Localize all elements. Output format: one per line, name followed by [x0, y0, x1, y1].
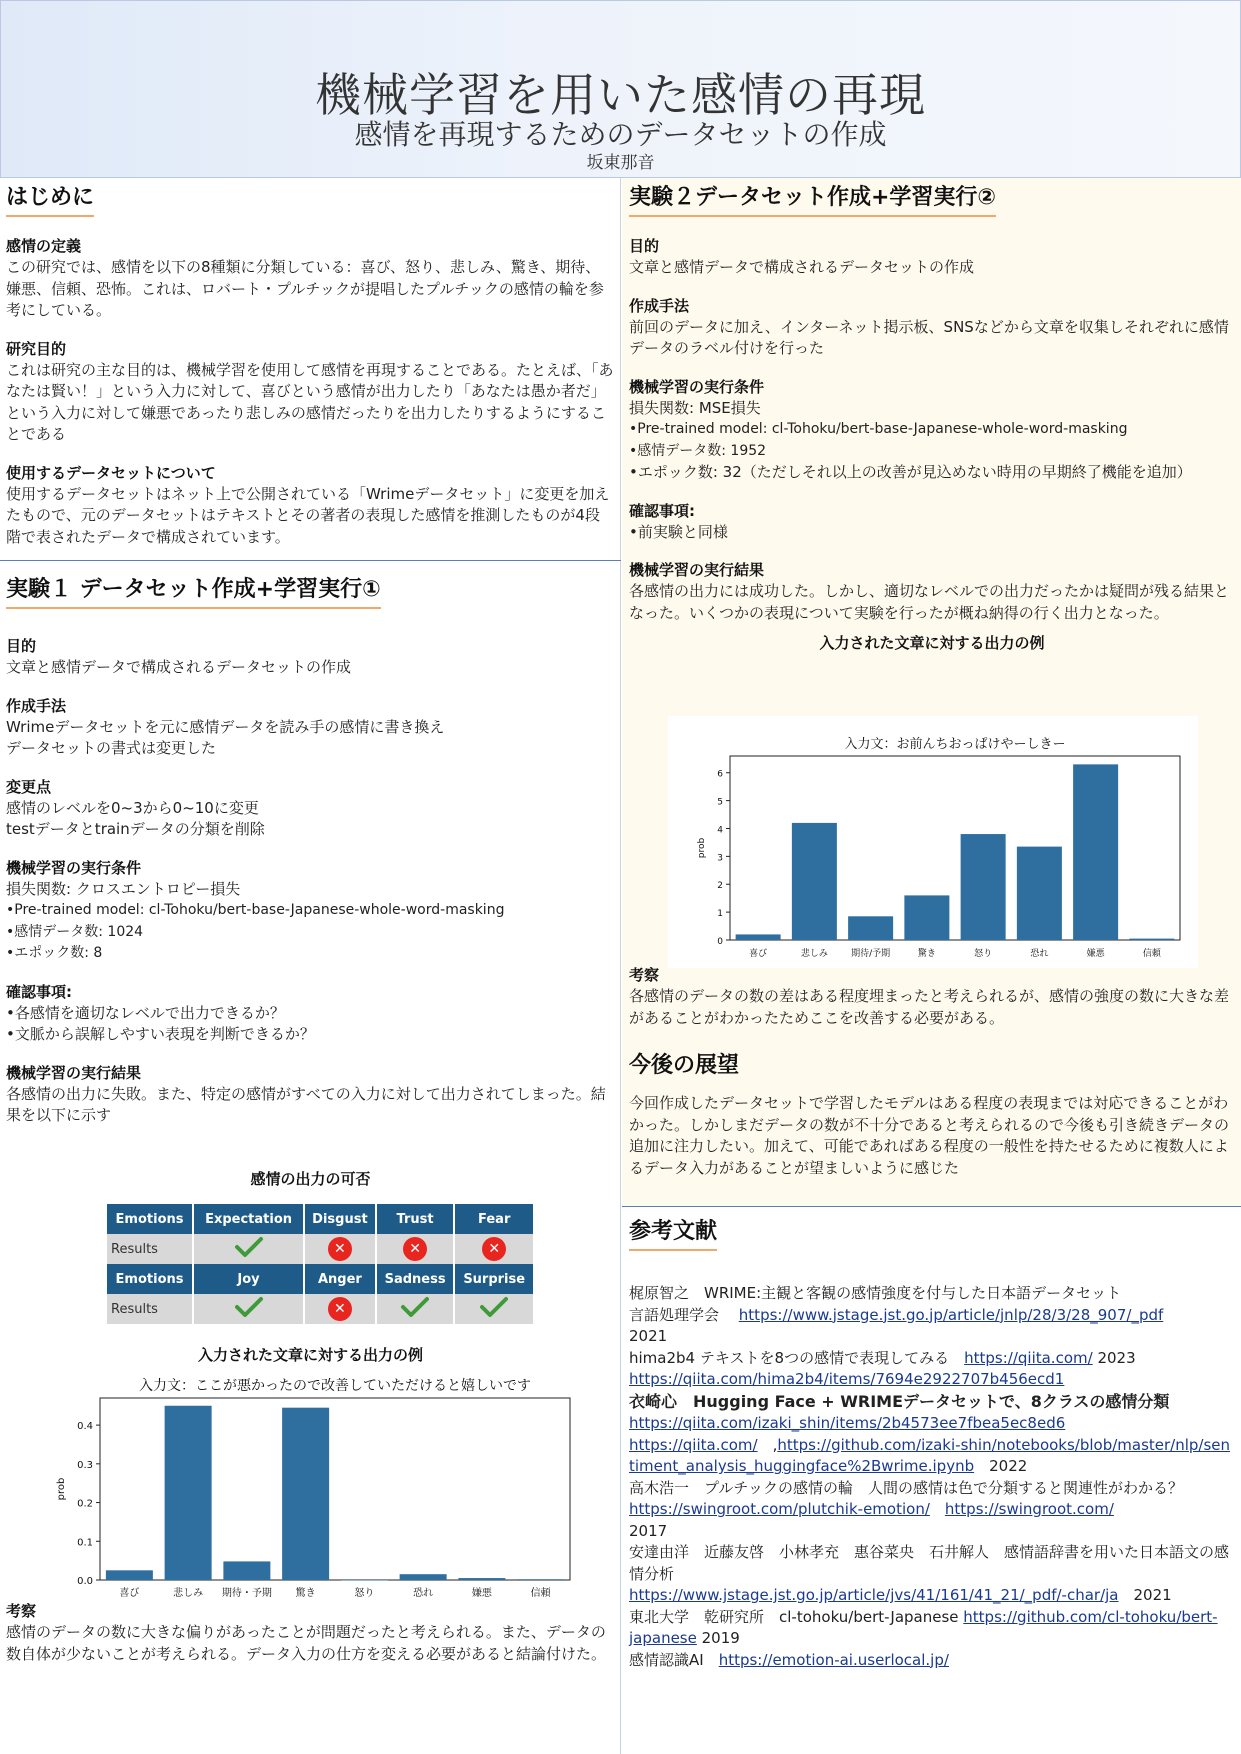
- result-cell: [376, 1294, 455, 1324]
- exp1-method-text: Wrimeデータセットを元に感情データを読み手の感情に書き換え: [6, 717, 445, 736]
- exp1-result-text: 各感情の出力に失敗。また、特定の感情がすべての入力に対して出力されてしまった。結果を以下に示す: [6, 1084, 606, 1124]
- exp1-goal-text: 文章と感情データで構成されるデータセットの作成: [6, 658, 352, 676]
- table-cell: Fear: [454, 1204, 534, 1234]
- ref-link[interactable]: https://github.com/izaki-shin/notebooks/blob/master/nlp/sentiment_analysis_huggingface%2Bwrime.ipynb: [629, 1435, 1231, 1475]
- ref-link[interactable]: https://www.jstage.jst.go.jp/article/jnlp/28/3/28_907/_pdf: [738, 1305, 1164, 1324]
- exp2-result-text: 各感情の出力には成功した。しかし、適切なレベルでの出力だったかは疑問が残る結果となった。いくつかの表現について実験を行ったが概ね納得の行く出力となった。: [629, 582, 1230, 622]
- exp1-cond-text: •エポック数: 8: [6, 945, 103, 961]
- cross-icon: ✕: [403, 1237, 427, 1261]
- ref-link[interactable]: https://swingroot.com/plutchik-emotion/: [629, 1500, 930, 1518]
- ref-link[interactable]: https://swingroot.com/: [944, 1500, 1114, 1518]
- y-tick-label: 0: [717, 937, 723, 947]
- table-header-row: [107, 1204, 534, 1234]
- chart-title: 入力文：ここが悪かったので改善していただけると嬉しいです: [139, 1378, 531, 1394]
- exp1-check-text: •各感情を適切なレベルで出力できるか？: [6, 1003, 285, 1022]
- checkmark-icon: [234, 1296, 264, 1318]
- exp1-disc-heading: 考察: [6, 1602, 37, 1620]
- bar: [341, 1580, 388, 1581]
- table-cell: Emotions: [107, 1264, 193, 1294]
- ref-text: 言語処理学会: [629, 1305, 735, 1324]
- exp1-goal-heading: 目的: [6, 637, 37, 655]
- ref-text: 高木浩一 プルチックの感情の輪 人間の感情は色で分類すると関連性がわかる？: [629, 1478, 1198, 1497]
- y-tick-label: 0.1: [77, 1537, 93, 1549]
- bar: [106, 1570, 153, 1580]
- exp1-discussion: [6, 1600, 616, 1665]
- exp2-goal-heading: 目的: [629, 237, 660, 255]
- x-tick-label: 期待・予期: [221, 1588, 272, 1599]
- chart2-caption: 入力された文章に対する出力の例: [819, 634, 1045, 652]
- table-cell: Sadness: [376, 1264, 455, 1294]
- reference-item: [629, 1542, 1235, 1607]
- exp2-cond-text: •感情データ数: 1952: [629, 442, 767, 459]
- y-tick-label: 5: [717, 797, 723, 808]
- intro-section: [6, 180, 614, 548]
- future-title: 今後の展望: [629, 1053, 740, 1078]
- y-tick-label: 0.4: [77, 1421, 93, 1433]
- exp1-cond-heading: 機械学習の実行条件: [6, 858, 142, 877]
- poster-title: 機械学習を用いた感情の再現: [315, 68, 926, 122]
- ref-text: 衣崎心 Hugging Face + WRIMEデータセットで、8クラスの感情分類: [629, 1391, 1170, 1411]
- exp1-section: [6, 572, 614, 1127]
- ref-text: ,: [757, 1435, 778, 1454]
- ref-text: 2021: [1118, 1586, 1172, 1604]
- exp1-method-heading: 作成手法: [6, 696, 67, 715]
- table-cell: Surprise: [454, 1264, 534, 1294]
- ref-text: 2022: [974, 1457, 1028, 1475]
- exp1-cond-text: 損失関数: クロスエントロピー損失: [6, 879, 241, 898]
- cross-icon: ✕: [328, 1297, 352, 1321]
- x-tick-label: 喜び: [749, 949, 768, 959]
- reference-item: [629, 1348, 1235, 1391]
- ref-link[interactable]: https://qiita.com/: [629, 1435, 758, 1454]
- goal-text: これは研究の主な目的は、機械学習を使用して感情を再現することである。たとえば、「あなたは賢い！」という入力に対して、喜びという感情が出力したり「あなたは愚か者だ」という入力に対して嫌悪であったり悲しみの感情だったりを出力したりするようにすることである: [6, 360, 614, 443]
- y-tick-label: 4: [717, 825, 723, 836]
- table-cell: Joy: [193, 1264, 304, 1294]
- ref-link[interactable]: https://github.com/cl-tohoku/bert-japanese: [629, 1607, 1218, 1647]
- bar: [282, 1408, 329, 1580]
- y-tick-label: 2: [717, 881, 723, 892]
- ref-link[interactable]: https://qiita.com/hima2b4/items/7694e2922707b456ecd1: [629, 1370, 1065, 1388]
- poster-author: 坂東那音: [586, 153, 655, 173]
- chart-1: [50, 1372, 592, 1608]
- table-cell: Results: [107, 1234, 193, 1264]
- table-cell: Disgust: [304, 1204, 376, 1234]
- emotion-result-table: [107, 1204, 535, 1324]
- exp2-title: 実験２データセット作成+学習実行②: [629, 180, 996, 217]
- x-tick-label: 驚き: [295, 1588, 316, 1599]
- exp2-cond-text: 損失関数: MSE損失: [629, 398, 761, 417]
- dataset-text: 使用するデータセットはネット上で公開されている「Wrimeデータセット」に変更を加えたもので、元のデータセットはテキストとその著者の表現した感情を推測したものが4段階で表されたデータで構成されています。: [6, 484, 610, 546]
- reference-item: [629, 1650, 1235, 1672]
- reference-item: [629, 1478, 1235, 1543]
- definition-heading: 感情の定義: [6, 237, 82, 255]
- exp1-title: 実験１ データセット作成+学習実行①: [6, 572, 381, 609]
- table-cell: Results: [107, 1294, 193, 1324]
- ref-text: 東北大学 乾研究所 cl-tohoku/bert-Japanese: [629, 1607, 964, 1626]
- y-tick-label: 1: [717, 909, 723, 920]
- exp2-check-text: •前実験と同様: [629, 522, 728, 541]
- bar: [848, 916, 893, 940]
- bar: [458, 1578, 505, 1580]
- exp1-check-heading: 確認事項:: [6, 982, 72, 1001]
- exp2-check-heading: 確認事項:: [629, 501, 695, 520]
- x-tick-label: 期待/予期: [851, 949, 891, 959]
- cross-icon: ✕: [328, 1237, 352, 1261]
- bar-chart-1: [50, 1372, 592, 1608]
- y-tick-label: 0.2: [77, 1498, 93, 1510]
- exp2-result-heading: 機械学習の実行結果: [629, 561, 765, 579]
- result-cell: [193, 1294, 304, 1324]
- reference-item: [629, 1391, 1235, 1478]
- reference-item: [629, 1607, 1235, 1650]
- bar: [223, 1561, 270, 1580]
- poster-subtitle: 感情を再現するためのデータセットの作成: [354, 118, 887, 151]
- exp2-discussion: [629, 964, 1235, 1029]
- ref-text: 2021: [629, 1327, 668, 1345]
- bar: [1017, 847, 1062, 940]
- chart1-caption: 入力された文章に対する出力の例: [197, 1346, 423, 1364]
- bar: [961, 834, 1006, 940]
- exp1-result-heading: 機械学習の実行結果: [6, 1063, 142, 1082]
- exp1-change-heading: 変更点: [6, 777, 52, 796]
- x-tick-label: 恐れ: [413, 1588, 434, 1599]
- result-cell: [304, 1234, 376, 1264]
- x-tick-label: 悲しみ: [173, 1588, 204, 1599]
- ref-text: 2023: [1092, 1348, 1136, 1367]
- y-tick-label: 3: [717, 853, 723, 864]
- result-cell: [454, 1294, 534, 1324]
- result-cell: [193, 1234, 304, 1264]
- x-tick-label: 恐れ: [1030, 949, 1049, 959]
- bar: [400, 1574, 447, 1580]
- exp1-disc-text: 感情のデータの数に大きな偏りがあったことが問題だったと考えられる。また、データの数自体が少ないことが考えられる。データ入力の仕方を変える必要があると結論付けた。: [6, 1623, 607, 1663]
- table-cell: Expectation: [193, 1204, 304, 1234]
- table-cell: Emotions: [107, 1204, 193, 1234]
- ref-link[interactable]: https://qiita.com/: [964, 1348, 1093, 1367]
- section-divider: [0, 560, 621, 561]
- exp1-change-text: testデータとtrainデータの分類を削除: [6, 820, 265, 838]
- bar: [792, 823, 837, 940]
- chart-2: [668, 716, 1198, 968]
- future-section: [629, 1048, 1235, 1179]
- definition-text: この研究では、感情を以下の8種類に分類している：喜び、怒り、悲しみ、驚き、期待、嫌悪、信頼、恐怖。これは、ロバート・プルチックが提唱したプルチックの感情の輪を参考にしている。: [6, 258, 604, 319]
- exp1-method-text: データセットの書式は変更した: [6, 739, 217, 757]
- result-cell: [304, 1294, 376, 1324]
- bar: [1073, 764, 1118, 940]
- y-tick-label: 6: [717, 769, 723, 780]
- y-tick-label: 0.3: [77, 1459, 93, 1471]
- ref-text: 2017: [629, 1521, 668, 1540]
- exp1-change-text: 感情のレベルを0~3から0~10に変更: [6, 798, 259, 817]
- bar: [165, 1406, 212, 1580]
- poster-header: [0, 0, 1241, 178]
- exp1-check-text: •文脈から誤解しやすい表現を判断できるか？: [6, 1025, 315, 1043]
- ref-text: 感情認識AI: [629, 1650, 719, 1669]
- result-cell: [376, 1234, 455, 1264]
- dataset-heading: 使用するデータセットについて: [6, 463, 216, 482]
- exp2-cond-text: •エポック数: 32（ただしそれ以上の改善が見込めない時用の早期終了機能を追加）: [629, 463, 1192, 481]
- table-caption: 感情の出力の可否: [250, 1170, 371, 1188]
- exp1-cond-text: •Pre-trained model: cl-Tohoku/bert-base-Japanese-whole-word-masking: [6, 902, 505, 918]
- intro-title: はじめに: [6, 180, 94, 217]
- table-result-row: [107, 1294, 534, 1324]
- x-tick-label: 信頼: [1142, 949, 1161, 959]
- result-cell: [454, 1234, 534, 1264]
- y-axis-label: prob: [697, 837, 707, 859]
- chart-title: 入力文：お前んちおっぱけやーしきー: [844, 737, 1066, 752]
- table-header-row: [107, 1264, 534, 1294]
- section-divider: [622, 1206, 1241, 1207]
- exp2-method-heading: 作成手法: [629, 296, 690, 315]
- bar: [517, 1579, 564, 1580]
- goal-heading: 研究目的: [6, 339, 67, 358]
- x-tick-label: 怒り: [974, 949, 993, 959]
- reference-list: [629, 1283, 1235, 1671]
- bar: [904, 895, 949, 940]
- x-tick-label: 驚き: [917, 949, 936, 959]
- x-tick-label: 怒り: [354, 1588, 375, 1599]
- exp2-goal-text: 文章と感情データで構成されるデータセットの作成: [629, 258, 975, 276]
- bar: [736, 934, 781, 940]
- checkmark-icon: [400, 1296, 430, 1318]
- cross-icon: ✕: [482, 1237, 506, 1261]
- exp2-method-text: 前回のデータに加え、インターネット掲示板、SNSなどから文章を収集しそれぞれに感情データのラベル付けを行った: [629, 317, 1229, 357]
- ref-text: 安達由洋 近藤友啓 小林孝充 惠谷菜央 石井解人 感情語辞書を用いた日本語文の感情分析: [629, 1543, 1230, 1583]
- exp2-disc-text: 各感情のデータの数の差はある程度埋まったと考えられるが、感情の強度の数に大きな差があることがわかったためここを改善する必要がある。: [629, 987, 1230, 1027]
- references-section: [629, 1214, 1235, 1671]
- ref-link[interactable]: https://emotion-ai.userlocal.jp/: [718, 1650, 949, 1669]
- ref-text: 梶原智之 WRIME:主観と客観の感情強度を付与した日本語データセット: [629, 1284, 1122, 1302]
- ref-text: hima2b4 テキストを8つの感情で表現してみる: [629, 1348, 965, 1367]
- x-tick-label: 悲しみ: [800, 949, 828, 959]
- exp2-cond-text: •Pre-trained model: cl-Tohoku/bert-base-Japanese-whole-word-masking: [629, 421, 1128, 437]
- y-axis-label: prob: [56, 1477, 67, 1501]
- future-text: 今回作成したデータセットで学習したモデルはある程度の表現までは対応できることがわかった。しかしまだデータの数が不十分であると考えられるので今後も引き続きデータの追加に注力したい。加えて、可能であればある程度の一般性を持たせるために複数人によるデータ入力があることが望ましいように感じた: [629, 1094, 1230, 1177]
- x-tick-label: 嫌悪: [471, 1588, 492, 1599]
- exp2-disc-heading: 考察: [629, 966, 660, 984]
- table-cell: Trust: [376, 1204, 455, 1234]
- x-tick-label: 信頼: [530, 1588, 551, 1599]
- checkmark-icon: [479, 1296, 509, 1318]
- exp2-section: [629, 180, 1235, 659]
- ref-link[interactable]: https://qiita.com/izaki_shin/items/2b4573ee7fbea5ec8ed6: [629, 1414, 1066, 1432]
- ref-text: 2019: [696, 1629, 740, 1647]
- x-tick-label: 嫌悪: [1086, 949, 1105, 959]
- exp2-cond-heading: 機械学習の実行条件: [629, 377, 765, 396]
- checkmark-icon: [234, 1236, 264, 1258]
- table-cell: Anger: [304, 1264, 376, 1294]
- table-result-row: [107, 1234, 534, 1264]
- bar-chart-2: [668, 716, 1198, 968]
- y-tick-label: 0.0: [77, 1576, 93, 1587]
- references-title: 参考文献: [629, 1214, 717, 1251]
- reference-item: [629, 1283, 1235, 1348]
- exp1-cond-text: •感情データ数: 1024: [6, 923, 144, 940]
- ref-link[interactable]: https://www.jstage.jst.go.jp/article/jvs/41/161/41_21/_pdf/-char/ja: [629, 1586, 1119, 1604]
- x-tick-label: 喜び: [119, 1588, 140, 1599]
- bar: [1129, 939, 1174, 940]
